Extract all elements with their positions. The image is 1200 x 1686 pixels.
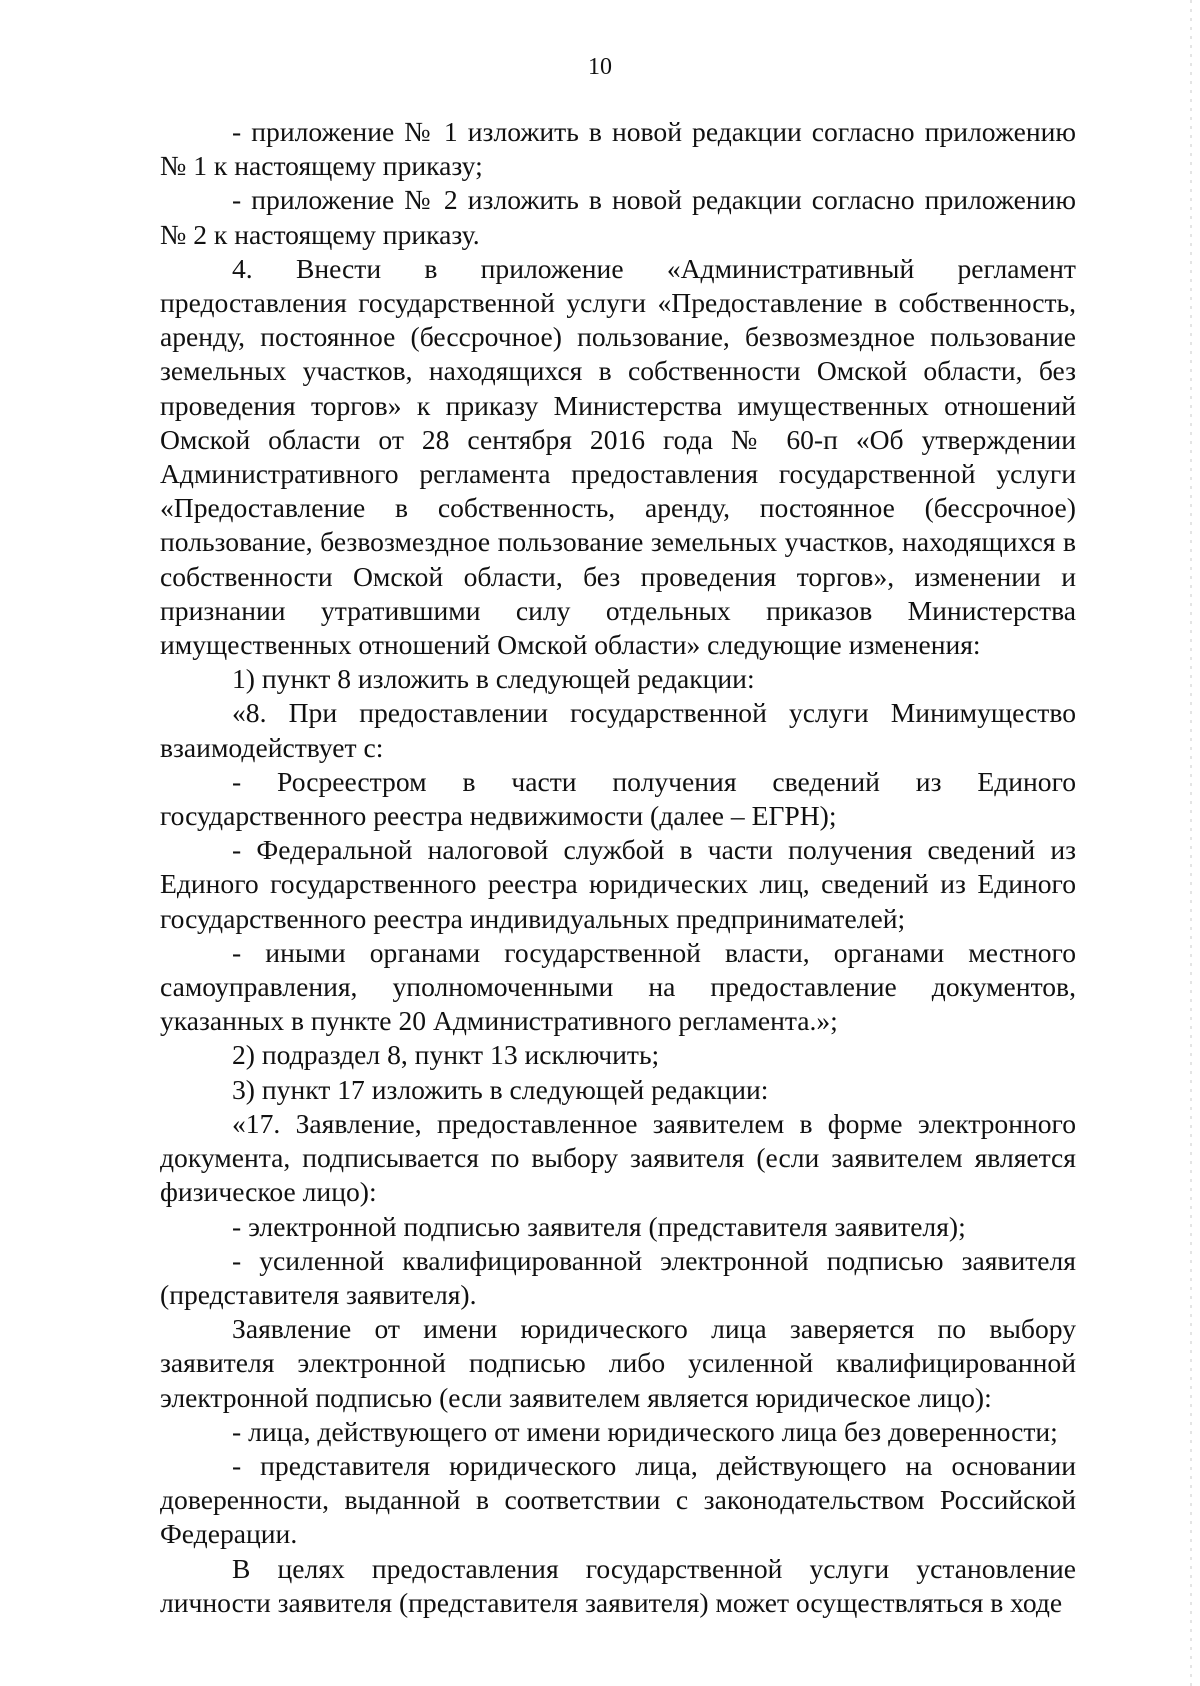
paragraph-without-power-of-attorney: - лица, действующего от имени юридического лица без доверенности;	[232, 1415, 1058, 1447]
paragraph-point-8: «8. При предоставлении государственной услуги Минимущество взаимодействует с:	[160, 697, 1076, 763]
page-number: 10	[588, 54, 612, 80]
paragraph-identification: В целях предоставления государственной услуги установление личности заявителя (представителя заявителя) может осуществляться в ходе	[160, 1552, 1076, 1618]
paragraph-rosreestr: - Росреестром в части получения сведений из Единого государственного реестра недвижимости (далее – ЕГРН);	[160, 765, 1076, 832]
paragraph-legal-entity: Заявление от имени юридического лица заверяется по выбору заявителя электронной подписью либо усиленной квалифицированной электронной подписью (если заявителем является юридическое лицо):	[160, 1313, 1076, 1413]
paragraph-other-authorities: - иными органами государственной власти, органами местного самоуправления, уполномоченными на предоставление документов, указанных в пункте 20 Административного регламента.»;	[160, 936, 1076, 1037]
paragraph-tax-service: - Федеральной налоговой службой в части получения сведений из Единого государственного реестра юридических лиц, сведений из Единого государственного реестра индивидуальных предпринимателей;	[160, 834, 1076, 934]
paragraph-appendix-1: - приложение № 1 изложить в новой редакции согласно приложению № 1 к настоящему приказу;	[160, 116, 1076, 182]
paragraph-appendix-2: - приложение № 2 изложить в новой редакции согласно приложению № 2 к настоящему приказу.	[160, 184, 1076, 250]
scan-edge-artifact	[1190, 0, 1192, 1686]
document-body	[160, 115, 1076, 1620]
paragraph-point-17: «17. Заявление, предоставленное заявителем в форме электронного документа, подписывается по выбору заявителя (если заявителем является физическое лицо):	[160, 1107, 1076, 1208]
paragraph-electronic-signature: - электронной подписью заявителя (представителя заявителя);	[232, 1210, 966, 1242]
paragraph-subitem-3: 3) пункт 17 изложить в следующей редакции:	[232, 1073, 769, 1105]
paragraph-qualified-signature: - усиленной квалифицированной электронной подписью заявителя (представителя заявителя).	[160, 1244, 1076, 1310]
paragraph-subitem-2: 2) подраздел 8, пункт 13 исключить;	[232, 1039, 660, 1071]
paragraph-subitem-1: 1) пункт 8 изложить в следующей редакции:	[232, 663, 755, 695]
paragraph-item-4: 4. Внести в приложение «Административный регламент предоставления государственной услуги «Предоставление в собственность, аренду, постоянное (бессрочное) пользование, безвозмездное пользование земельных участков, находящихся в собственности Омской области, без проведения торгов» к приказу Министерства имущественных отношений Омской области от 28 сентября 2016 года № 60-п «Об утверждении Административного регламента предоставления государственной услуги «Предоставление в собственность, аренду, постоянное (бессрочное) пользование, безвозмездное пользование земельных участков, находящихся в собственности Омской области, без проведения торгов», изменении и признании утратившими силу отдельных приказов Министерства имущественных отношений Омской области» следующие изменения:	[160, 252, 1076, 661]
paragraph-representative: - представителя юридического лица, действующего на основании доверенности, выданной в соответствии с законодательством Российской Федерации.	[160, 1449, 1076, 1550]
